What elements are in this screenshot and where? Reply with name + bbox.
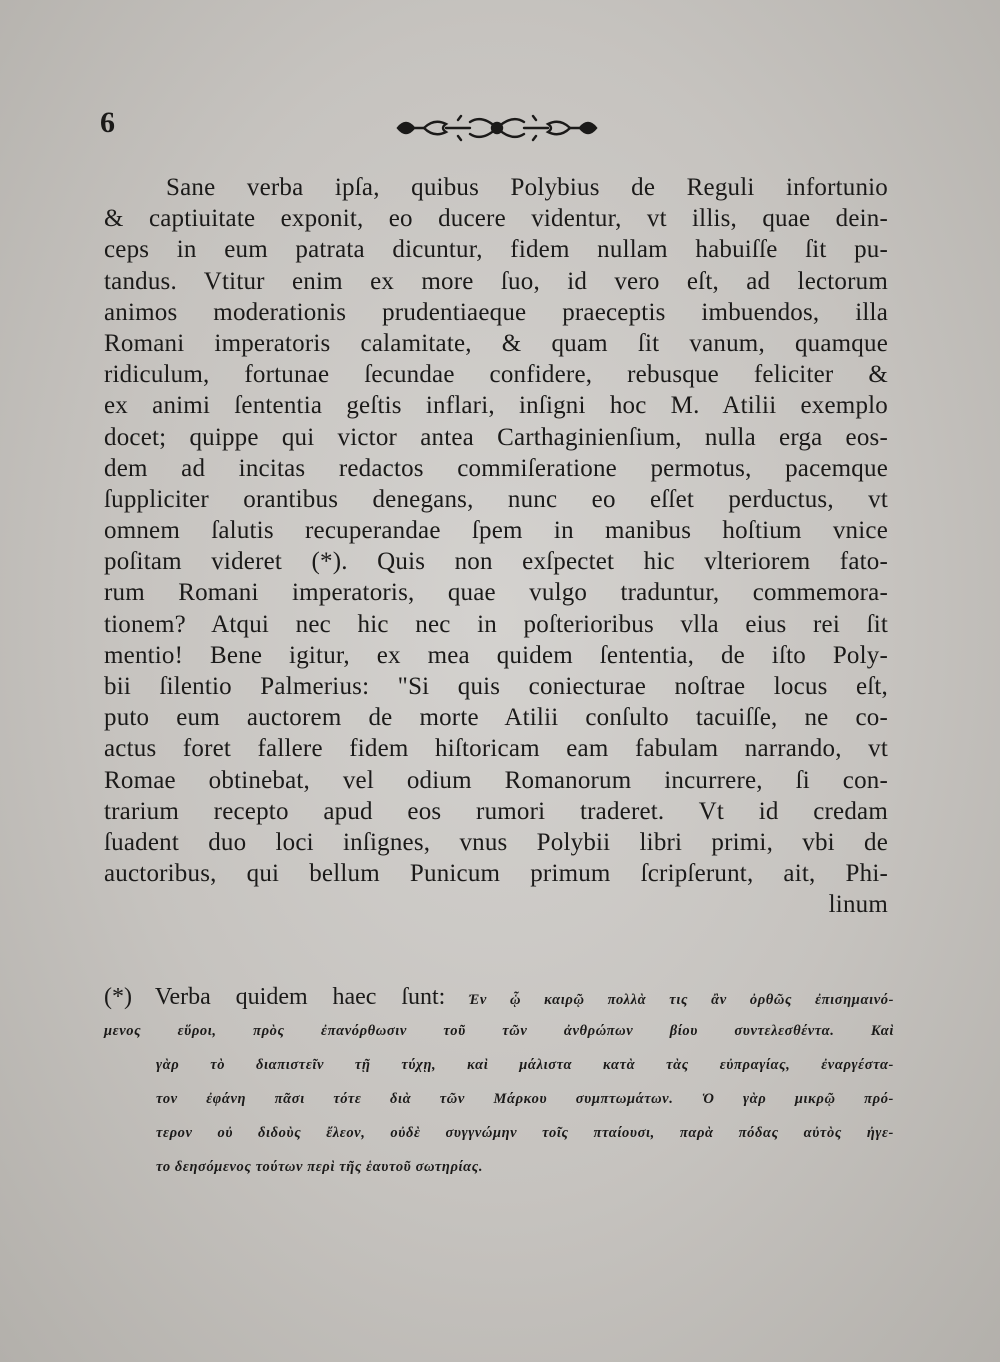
text-line: Romae obtinebat, vel odium Romanorum incurrere, ſi con- [104, 766, 888, 794]
text-line: dem ad incitas redactos commiſeratione permotus, pacemque [104, 454, 888, 482]
page-number: 6 [100, 106, 115, 139]
footnote [104, 980, 894, 1184]
text-line: docet; quippe qui victor antea Carthaginienſium, nulla erga eos- [104, 423, 888, 451]
text-line: ceps in eum patrata dicuntur, fidem nullam habuiſſe ſit pu- [104, 236, 888, 264]
text-line: trarium recepto apud eos rumori traderet. Vt id credam [104, 797, 888, 825]
text-line: tandus. Vtitur enim ex more ſuo, id vero eſt, ad lectorum [104, 267, 888, 295]
greek-quote-line: τερον οὐ διδοὺς ἔλεον, οὐδὲ συγγνώμην τοῖς πταίουσι, παρὰ πόδας αὐτὸς ἠγε- [156, 1125, 894, 1141]
text-line: ex animi ſententia geſtis inflari, inſigni hoc M. Atilii exemplo [104, 392, 888, 420]
greek-quote-line: το δεησόμενος τούτων περὶ τῆς ἑαυτοῦ σωτηρίας. [156, 1159, 484, 1175]
text-line: auctoribus, qui bellum Punicum primum ſcripſerunt, ait, Phi- [104, 860, 888, 888]
footnote-intro: Verba quidem haec ſunt: [154, 984, 446, 1010]
text-line: & captiuitate exponit, eo ducere videntur, vt illis, quae dein- [104, 205, 888, 233]
text-line: bii ſilentio Palmerius: "Si quis coniecturae noſtrae locus eſt, [104, 673, 888, 700]
text-line: puto eum auctorem de morte Atilii conſulto tacuiſſe, ne co- [104, 704, 888, 732]
footnote-mark: (*) [104, 984, 132, 1010]
footnote-first-line [104, 980, 894, 1014]
text-line: ſuadent duo loci inſignes, vnus Polybii libri primi, vbi de [104, 828, 888, 856]
text-line: ſuppliciter orantibus denegans, nunc eo eſſet perductus, vt [104, 485, 888, 513]
text-line: rum Romani imperatoris, quae vulgo traduntur, commemora- [104, 579, 888, 607]
text-line: omnem ſalutis recuperandae ſpem in manibus hoſtium vnice [104, 517, 888, 545]
text-line: poſitam videret (*). Quis non exſpectet hic vlteriorem fato- [104, 548, 888, 576]
text-line: animos moderationis prudentiaeque praeceptis imbuendos, illa [104, 298, 888, 326]
floral-headpiece-ornament-icon [388, 112, 606, 144]
text-line: Sane verba ipſa, quibus Polybius de Reguli infortunio [166, 174, 888, 201]
text-line: actus foret fallere fidem hiſtoricam eam fabulam narrando, vt [104, 735, 888, 763]
greek-quote-line: μενος εὕροι, πρὸς ἐπανόρθωσιν τοῦ τῶν ἀνθρώπων βίου συντελεσθέντα. Καὶ [104, 1023, 894, 1039]
main-text-block [104, 172, 888, 921]
text-line: tionem? Atqui nec hic nec in poſterioribus vlla eius rei ſit [104, 610, 888, 638]
text-line: mentio! Bene igitur, ex mea quidem ſententia, de iſto Poly- [104, 641, 888, 669]
greek-quote-line: γὰρ τὸ διαπιστεῖν τῇ τύχῃ, καὶ μάλιστα κατὰ τὰς εὐπραγίας, ἐναργέστα- [156, 1057, 894, 1073]
text-line: ridiculum, fortunae ſecundae confidere, rebusque feliciter & [104, 361, 888, 389]
catchword: linum [828, 891, 888, 919]
greek-quote-line: Ἐν ᾧ καιρῷ πολλὰ τις ἂν ὀρθῶς ἐπισημαινό- [468, 992, 895, 1008]
text-line: Romani imperatoris calamitate, & quam ſit vanum, quamque [104, 329, 888, 357]
greek-quote-line: τον ἐφάνη πᾶσι τότε διὰ τῶν Μάρκου συμπτωμάτων. Ὁ γὰρ μικρῷ πρό- [156, 1091, 894, 1107]
